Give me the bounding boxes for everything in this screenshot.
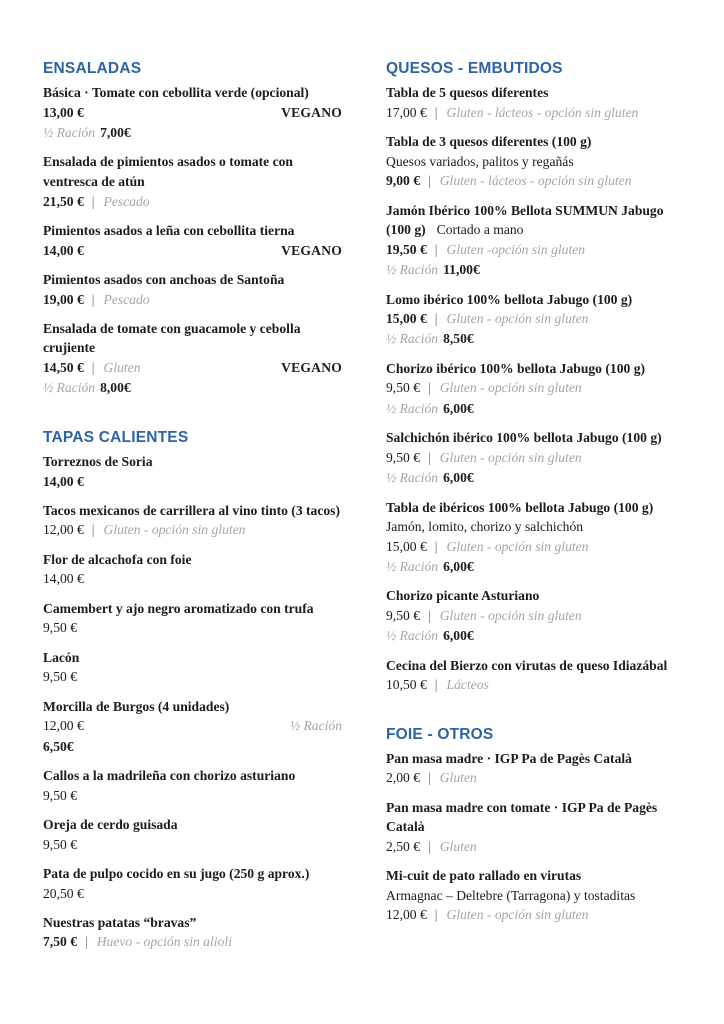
item-price: 9,50 € <box>43 787 77 803</box>
item-allergens: Gluten - opción sin gluten <box>439 608 582 624</box>
menu-item <box>43 913 342 953</box>
item-price: 21,50 € <box>43 193 84 209</box>
item-name-text: Pan masa madre con tomate · IGP Pa de Pagès Català <box>386 799 658 835</box>
price-separator: | <box>434 677 438 693</box>
item-name-text: Nuestras patatas “bravas” <box>43 914 197 930</box>
section-title: FOIE - OTROS <box>386 725 494 743</box>
menu-item <box>43 697 342 757</box>
menu-item <box>43 270 342 310</box>
menu-item <box>386 749 685 789</box>
item-allergens: Gluten <box>103 360 141 376</box>
item-name-text: Tabla de 5 quesos diferentes <box>386 85 549 101</box>
section-title: ENSALADAS <box>43 60 142 77</box>
menu-item <box>386 428 685 488</box>
item-description: Jamón, lomito, chorizo y salchichón <box>386 519 584 535</box>
price-row <box>386 768 685 788</box>
half-portion-price: 11,00€ <box>443 262 480 278</box>
item-description: Quesos variados, palitos y regañás <box>386 153 574 169</box>
section-title: QUESOS - EMBUTIDOS <box>386 60 563 77</box>
item-name-text: Camembert y ajo negro aromatizado con trufa <box>43 600 314 616</box>
item-name-text: Lomo ibérico 100% bellota Jabugo (100 g) <box>386 291 633 307</box>
half-portion-row <box>386 557 685 577</box>
item-allergens: Gluten -opción sin gluten <box>446 241 586 257</box>
price-separator: | <box>84 934 88 950</box>
diet-tag: VEGANO <box>281 360 342 376</box>
item-price: 14,00 € <box>43 473 84 489</box>
item-price: 12,00 € <box>43 522 84 538</box>
menu-item <box>43 319 342 399</box>
half-portion-label: ½ Ración <box>386 470 439 486</box>
price-separator: | <box>91 291 95 307</box>
half-portion-label: ½ Ración <box>43 125 96 141</box>
item-name <box>386 656 685 676</box>
menu-item <box>43 864 342 904</box>
item-name <box>43 270 342 290</box>
item-name-text: Lacón <box>43 649 80 665</box>
price-separator: | <box>427 449 431 465</box>
half-portion-price: 6,00€ <box>443 559 474 575</box>
item-price: 14,00 € <box>43 242 84 258</box>
half-portion-price: 6,50€ <box>43 738 74 754</box>
menu-section <box>43 59 342 399</box>
item-name-text: Salchichón ibérico 100% bellota Jabugo (100 g) <box>386 430 662 446</box>
item-price: 13,00 € <box>43 104 84 120</box>
price-separator: | <box>434 311 438 327</box>
price-separator: | <box>427 838 431 854</box>
item-name <box>43 319 342 358</box>
item-price: 12,00 € <box>43 718 84 734</box>
half-portion-label: ½ Ración <box>386 628 439 644</box>
item-name <box>386 866 685 886</box>
menu-item <box>386 201 685 281</box>
menu-item <box>43 766 342 806</box>
price-row <box>43 786 342 806</box>
item-name <box>43 550 342 570</box>
item-allergens: Gluten - opción sin gluten <box>446 907 589 923</box>
item-name <box>43 864 342 884</box>
menu-item <box>43 221 342 261</box>
menu-item <box>386 290 685 350</box>
section-title: TAPAS CALIENTES <box>43 428 189 446</box>
item-allergens: Gluten - opción sin gluten <box>103 522 246 538</box>
item-price: 9,50 € <box>43 836 77 852</box>
item-name <box>43 83 342 103</box>
price-row <box>386 309 685 329</box>
price-separator: | <box>91 522 95 538</box>
item-price: 20,50 € <box>43 885 84 901</box>
half-portion-label: ½ Ración <box>43 380 96 396</box>
item-name-text: Pata de pulpo cocido en su jugo (250 g aprox.) <box>43 865 310 881</box>
item-name <box>386 498 685 518</box>
menu-section <box>386 59 685 696</box>
item-name <box>386 83 685 103</box>
price-row <box>43 192 342 212</box>
price-separator: | <box>427 608 431 624</box>
menu-item <box>43 452 342 492</box>
item-price: 9,50 € <box>43 669 77 685</box>
item-allergens: Gluten - lácteos - opción sin gluten <box>439 173 632 189</box>
price-separator: | <box>91 360 95 376</box>
item-name <box>386 586 685 606</box>
menu-item <box>386 359 685 419</box>
item-price: 9,50 € <box>386 608 420 624</box>
price-row <box>43 716 342 736</box>
price-separator: | <box>427 770 431 786</box>
diet-tag: VEGANO <box>281 104 342 120</box>
menu-column-2 <box>386 59 685 962</box>
item-name-text: Chorizo ibérico 100% bellota Jabugo (100 g) <box>386 360 646 376</box>
menu-item <box>386 132 685 192</box>
item-price: 14,00 € <box>43 571 84 587</box>
item-allergens: Gluten - opción sin gluten <box>446 538 589 554</box>
item-price: 15,00 € <box>386 311 427 327</box>
price-separator: | <box>434 907 438 923</box>
price-row <box>386 378 685 398</box>
item-name-text: Tacos mexicanos de carrillera al vino tinto (3 tacos) <box>43 502 341 518</box>
item-allergens: Pescado <box>103 193 150 209</box>
item-allergens: Gluten <box>439 838 477 854</box>
price-separator: | <box>427 173 431 189</box>
price-separator: | <box>427 380 431 396</box>
item-name-text: Ensalada de tomate con guacamole y cebolla crujiente <box>43 320 301 356</box>
item-name-text: Oreja de cerdo guisada <box>43 817 178 833</box>
item-price: 17,00 € <box>386 104 427 120</box>
menu-item <box>386 656 685 696</box>
item-allergens: Gluten - opción sin gluten <box>439 380 582 396</box>
item-name <box>43 648 342 668</box>
price-row <box>43 103 342 123</box>
item-price: 12,00 € <box>386 907 427 923</box>
item-description: Armagnac – Deltebre (Tarragona) y tostaditas <box>386 887 636 903</box>
item-name-text: Jamón Ibérico 100% Bellota SUMMUN Jabugo (100 g) <box>386 202 664 238</box>
diet-tag: VEGANO <box>281 242 342 258</box>
price-separator: | <box>434 538 438 554</box>
menu-item <box>386 798 685 858</box>
item-name-text: Mi-cuit de pato rallado en virutas <box>386 868 582 884</box>
price-row <box>386 240 685 260</box>
item-name-text: Pan masa madre · IGP Pa de Pagès Català <box>386 750 632 766</box>
price-row <box>43 358 342 378</box>
half-portion-row <box>43 737 342 757</box>
half-portion-label: ½ Ración <box>386 331 439 347</box>
item-allergens: Gluten - opción sin gluten <box>439 449 582 465</box>
item-name-text: Morcilla de Burgos (4 unidades) <box>43 698 230 714</box>
price-row <box>386 837 685 857</box>
item-allergens: Lácteos <box>446 677 489 693</box>
price-separator: | <box>434 104 438 120</box>
price-separator: | <box>91 193 95 209</box>
menu-item <box>43 501 342 541</box>
menu-item <box>386 83 685 123</box>
price-row <box>386 606 685 626</box>
item-name <box>386 749 685 769</box>
price-row <box>386 675 685 695</box>
item-name <box>386 132 685 152</box>
menu-section <box>43 428 342 953</box>
half-portion-price: 8,00€ <box>100 380 131 396</box>
price-row <box>386 103 685 123</box>
item-price: 19,50 € <box>386 241 427 257</box>
menu-item <box>43 815 342 855</box>
item-price: 15,00 € <box>386 538 427 554</box>
item-name <box>43 913 342 933</box>
price-row <box>43 569 342 589</box>
item-name-text: Chorizo picante Asturiano <box>386 588 540 604</box>
half-portion-label: ½ Ración <box>386 262 439 278</box>
menu-item <box>43 648 342 688</box>
price-row <box>43 618 342 638</box>
item-name <box>43 599 342 619</box>
item-price: 14,50 € <box>43 360 84 376</box>
half-portion-row <box>386 260 685 280</box>
price-row <box>386 448 685 468</box>
half-portion-label: ½ Ración <box>289 718 342 734</box>
menu-item <box>43 599 342 639</box>
item-price: 10,50 € <box>386 677 427 693</box>
half-portion-label: ½ Ración <box>386 400 439 416</box>
item-price: 9,50 € <box>386 449 420 465</box>
half-portion-price: 7,00€ <box>100 125 131 141</box>
price-row <box>386 171 685 191</box>
price-row <box>43 472 342 492</box>
price-row <box>43 884 342 904</box>
item-name-text: Callos a la madrileña con chorizo asturiano <box>43 768 296 784</box>
menu-columns <box>43 59 684 962</box>
item-name-text: Flor de alcachofa con foie <box>43 551 192 567</box>
item-price: 2,50 € <box>386 838 420 854</box>
item-name-text: Torreznos de Soria <box>43 453 153 469</box>
item-price: 19,00 € <box>43 291 84 307</box>
item-name-text: Tabla de 3 quesos diferentes (100 g) <box>386 134 592 150</box>
item-name-text: Tabla de ibéricos 100% bellota Jabugo (100 g) <box>386 499 654 515</box>
price-row <box>43 667 342 687</box>
price-row <box>43 520 342 540</box>
item-price: 9,50 € <box>386 380 420 396</box>
item-name-text: Cecina del Bierzo con virutas de queso Idiazábal <box>386 657 668 673</box>
item-price: 9,00 € <box>386 173 420 189</box>
menu-item <box>43 83 342 143</box>
menu-item <box>43 152 342 212</box>
item-name <box>43 697 342 717</box>
item-price: 2,00 € <box>386 770 420 786</box>
price-row <box>43 932 342 952</box>
item-name <box>43 501 342 521</box>
menu-section <box>386 725 685 926</box>
item-name <box>43 815 342 835</box>
item-name <box>386 290 685 310</box>
item-name <box>43 152 342 191</box>
price-row <box>386 537 685 557</box>
item-allergens: Pescado <box>103 291 150 307</box>
item-price: 7,50 € <box>43 934 77 950</box>
item-name <box>43 452 342 472</box>
half-portion-price: 8,50€ <box>443 331 474 347</box>
half-portion-row <box>386 399 685 419</box>
menu-item <box>386 586 685 646</box>
item-name-text: Pimientos asados a leña con cebollita tierna <box>43 223 295 238</box>
half-portion-price: 6,00€ <box>443 628 474 644</box>
half-portion-label: ½ Ración <box>386 559 439 575</box>
half-portion-row <box>386 468 685 488</box>
item-name <box>386 428 685 448</box>
half-portion-row <box>386 626 685 646</box>
half-portion-row <box>43 123 342 143</box>
item-allergens: Huevo - opción sin alioli <box>96 934 232 950</box>
price-row <box>43 241 342 261</box>
half-portion-price: 6,00€ <box>443 400 474 416</box>
menu-item <box>386 498 685 578</box>
item-name <box>43 766 342 786</box>
item-name <box>386 201 685 240</box>
price-row <box>43 290 342 310</box>
menu-item <box>386 866 685 926</box>
item-name <box>386 359 685 379</box>
price-separator: | <box>434 241 438 257</box>
item-allergens: Gluten - lácteos - opción sin gluten <box>446 104 639 120</box>
item-name-text: Pimientos asados con anchoas de Santoña <box>43 271 285 287</box>
item-allergens: Gluten - opción sin gluten <box>446 311 589 327</box>
price-row <box>43 835 342 855</box>
menu-column-1 <box>43 59 342 962</box>
item-price: 9,50 € <box>43 620 77 636</box>
item-name-text: Ensalada de pimientos asados o tomate con ventresca de atún <box>43 154 293 190</box>
menu-item <box>43 550 342 590</box>
item-name <box>386 798 685 837</box>
item-allergens: Gluten <box>439 770 477 786</box>
half-portion-row <box>386 329 685 349</box>
item-name-suffix: Cortado a mano <box>436 222 524 238</box>
item-name <box>43 221 342 241</box>
item-name-text: Básica · Tomate con cebollita verde (opcional) <box>43 85 309 101</box>
half-portion-row <box>43 378 342 398</box>
half-portion-price: 6,00€ <box>443 470 474 486</box>
price-row <box>386 905 685 925</box>
